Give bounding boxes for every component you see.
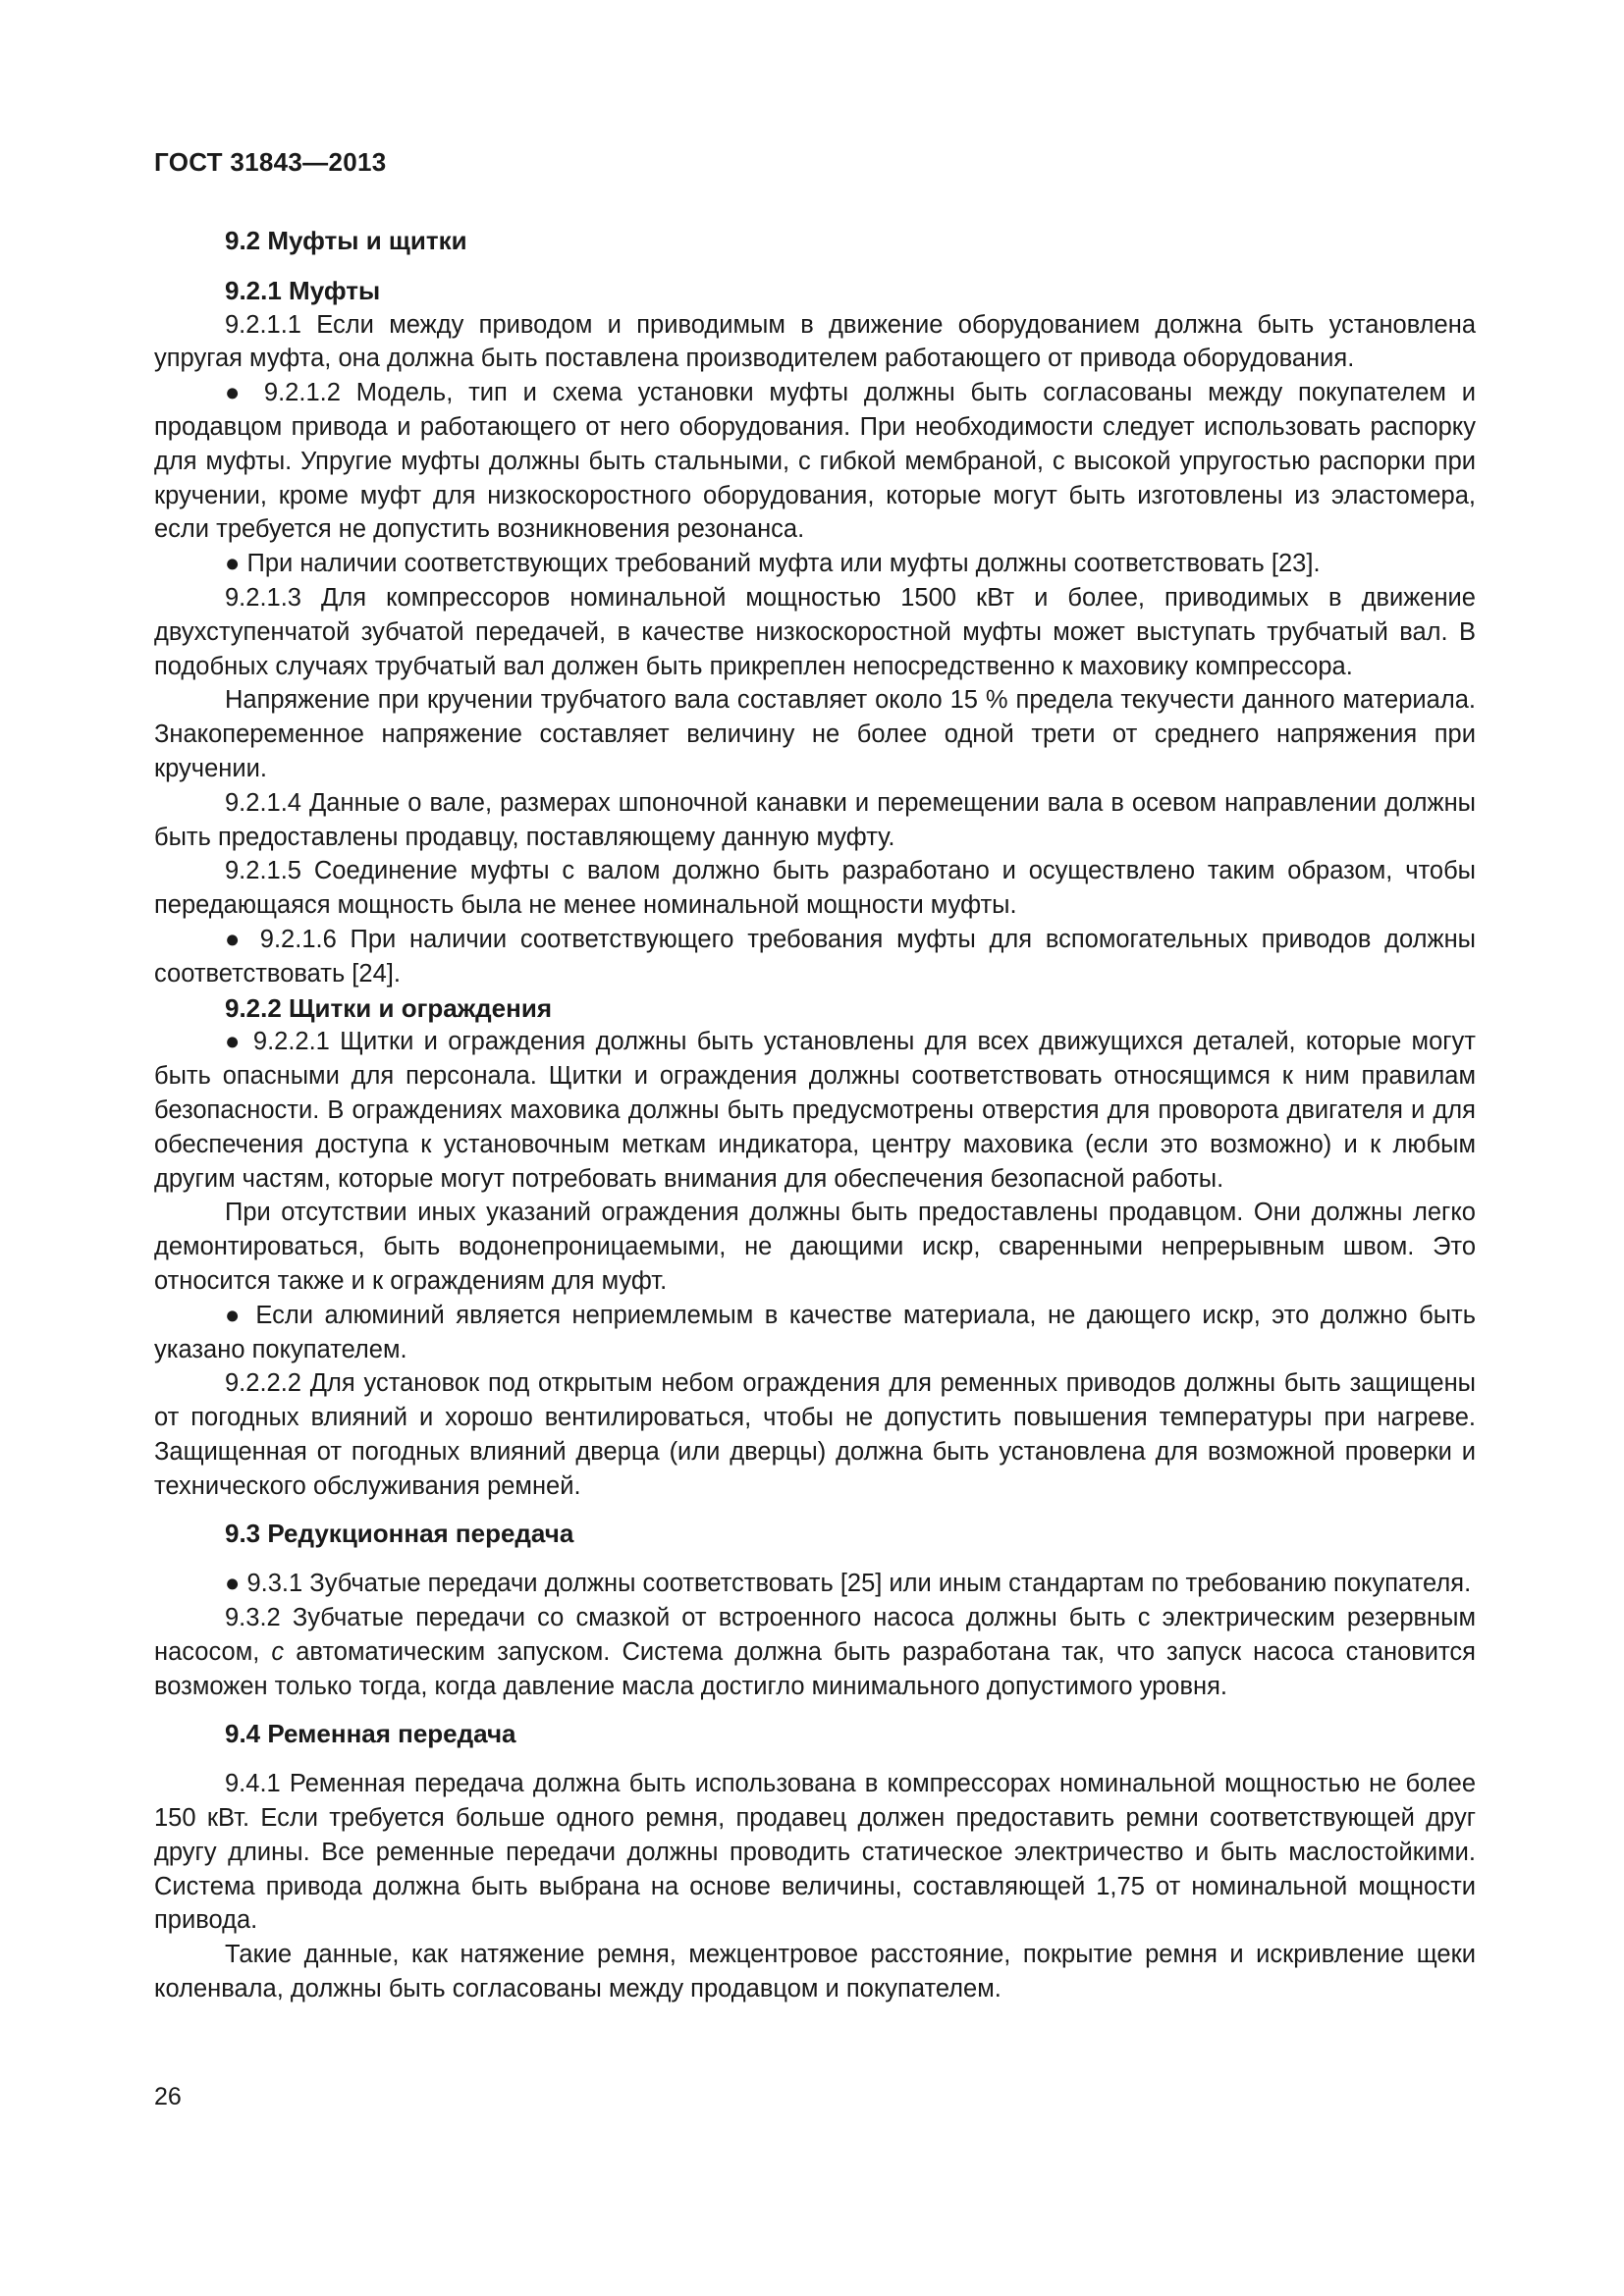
paragraph-9-2-2-2: 9.2.2.2 Для установок под открытым небом ограждения для ременных приводов должны быть защищены от погодных влияний и хорошо вентилироваться, чтобы не допустить повышения температуры при нагреве. Защищенная от погодных влияний дверца (или дверцы) должна быть установлена для возможной проверки и технического обслуживания ремней.: [154, 1369, 1476, 1500]
subsection-9-2-1-heading: 9.2.1 Муфты: [225, 275, 381, 305]
paragraph-coupling-requirements: ● При наличии соответствующих требований муфта или муфты должны соответствовать [23].: [225, 550, 1321, 578]
paragraph-9-3-2-part-a: 9.3.2 Зубчатые передачи со смазкой от встроенного насоса должны быть с электрическим резервным насосом,: [154, 1604, 1476, 1666]
paragraph-9-3-2-part-b: автоматическим запуском. Система должна быть разработана так, что запуск насоса становится возможен только тогда, когда давление масла достигло минимального допустимого уровня.: [154, 1637, 1476, 1700]
page-content: [154, 224, 1476, 2006]
section-9-2-heading: 9.2 Муфты и щитки: [225, 226, 467, 255]
page-number: 26: [154, 2083, 182, 2110]
paragraph-9-2-1-2: ● 9.2.1.2 Модель, тип и схема установки муфты должны быть согласованы между покупателем и продавцом привода и работающего от него оборудования. При необходимости следует использовать распорку для муфты. Упругие муфты должны быть стальными, с гибкой мембраной, с высокой упругостью распорки при кручении, кроме муфт для низкоскоростного оборудования, которые могут быть изготовлены из эластомера, если требуется не допустить возникновения резонанса.: [154, 379, 1476, 544]
standard-designation: ГОСТ 31843—2013: [154, 147, 387, 177]
paragraph-9-3-2-italic: с: [271, 1637, 285, 1666]
paragraph-guards-vendor: При отсутствии иных указаний ограждения должны быть предоставлены продавцом. Они должны легко демонтироваться, быть водонепроницаемыми, не дающими искр, сваренными непрерывным швом. Это относится также и к ограждениям для муфт.: [154, 1199, 1476, 1295]
paragraph-9-2-1-5: 9.2.1.5 Соединение муфты с валом должно быть разработано и осуществлено таким образом, чтобы передающаяся мощность была не менее номинальной мощности муфты.: [154, 857, 1476, 920]
paragraph-9-2-1-6: ● 9.2.1.6 При наличии соответствующего требования муфты для вспомогательных приводов должны соответствовать [24].: [154, 925, 1476, 988]
section-9-3-heading: 9.3 Редукционная передача: [225, 1519, 574, 1549]
paragraph-9-2-1-4: 9.2.1.4 Данные о вале, размерах шпоночной канавки и перемещении вала в осевом направлении должны быть предоставлены продавцу, поставляющему данную муфту.: [154, 788, 1476, 851]
paragraph-belt-data: Такие данные, как натяжение ремня, межцентровое расстояние, покрытие ремня и искривление щеки коленвала, должны быть согласованы между продавцом и покупателем.: [154, 1941, 1476, 2003]
paragraph-9-2-2-1: ● 9.2.2.1 Щитки и ограждения должны быть установлены для всех движущихся деталей, которые могут быть опасными для персонала. Щитки и ограждения должны соответствовать относящимся к ним правилам безопасности. В ограждениях маховика должны быть предусмотрены отверстия для проворота двигателя и для обеспечения доступа к установочным меткам индикатора, центру маховика (если это возможно) и к любым другим частям, которые могут потребовать внимания для обеспечения безопасной работы.: [154, 1028, 1476, 1193]
paragraph-9-4-1: 9.4.1 Ременная передача должна быть использована в компрессорах номинальной мощностью не более 150 кВт. Если требуется больше одного ремня, продавец должен предоставить ремни соответствующей друг другу длины. Все ременные передачи должны проводить статическое электричество и быть маслостойкими. Система привода должна быть выбрана на основе величины, составляющей 1,75 от номинальной мощности привода.: [154, 1770, 1476, 1935]
paragraph-9-3-1: ● 9.3.1 Зубчатые передачи должны соответствовать [25] или иным стандартам по требованию покупателя.: [225, 1570, 1472, 1598]
paragraph-torsion-stress: Напряжение при кручении трубчатого вала составляет около 15 % предела текучести данного материала. Знакопеременное напряжение составляет величину не более одной трети от среднего напряжения при кручении.: [154, 686, 1476, 782]
paragraph-9-3-2: [154, 1601, 1476, 1703]
section-9-4-heading: 9.4 Ременная передача: [225, 1719, 516, 1749]
paragraph-9-2-1-1: 9.2.1.1 Если между приводом и приводимым в движение оборудованием должна быть установлена упругая муфта, она должна быть поставлена производителем работающего от привода оборудования.: [154, 310, 1476, 373]
paragraph-aluminum: ● Если алюминий является неприемлемым в качестве материала, не дающего искр, это должно быть указано покупателем.: [154, 1301, 1476, 1363]
subsection-9-2-2-heading: 9.2.2 Щитки и ограждения: [225, 992, 552, 1023]
paragraph-9-2-1-3: 9.2.1.3 Для компрессоров номинальной мощностью 1500 кВт и более, приводимых в движение двухступенчатой зубчатой передачей, в качестве низкоскоростной муфты может выступать трубчатый вал. В подобных случаях трубчатый вал должен быть прикреплен непосредственно к маховику компрессора.: [154, 583, 1476, 680]
